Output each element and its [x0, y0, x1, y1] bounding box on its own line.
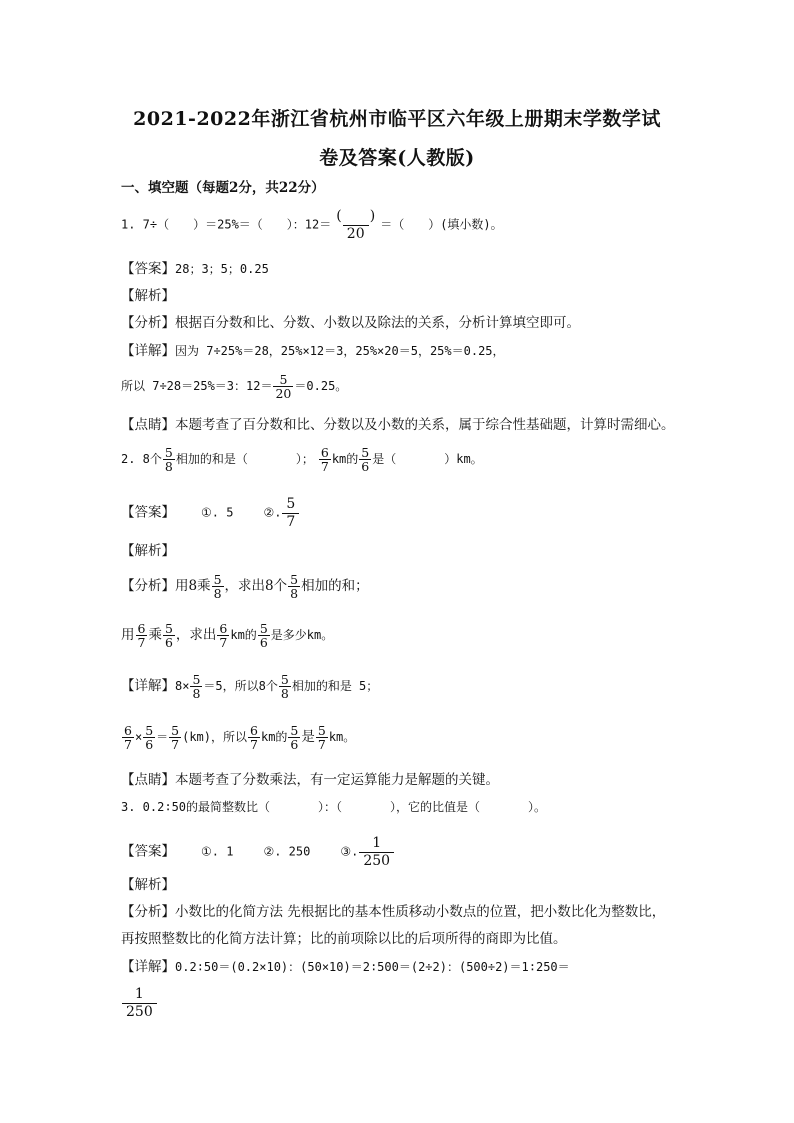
q1-answer: 【答案】28；3；5；0.25	[121, 261, 269, 277]
q1-detail: 【详解】因为 7÷25%＝28，25%×12＝3，25%×20＝5，25%＝0.25，	[121, 343, 505, 359]
doc-title-line1: 2021-2022年浙江省杭州市临平区六年级上册期末学数学试	[133, 108, 661, 130]
section-heading: 一、填空题（每题2分，共22分）	[121, 180, 325, 196]
q2-dianjing: 【点睛】本题考查了分数乘法，有一定运算能力是解题的关键。	[121, 772, 499, 788]
q3-fenxi-2: 再按照整数比的化简方法计算；比的前项除以比的后项所得的商即为比值。	[121, 931, 567, 947]
q1-dianjing: 【点睛】本题考查了百分数和比、分数以及小数的关系，属于综合性基础题，计算时需细心。	[121, 417, 675, 433]
q3-detail: 【详解】0.2∶50＝(0.2×10)：(50×10)＝2∶500＝(2÷2)：(500÷2)＝1∶250＝	[121, 959, 570, 975]
q3-detail-fraction: $\frac{1}{250}$	[121, 986, 158, 1020]
q2-fenxi-1: 【分析】用8乘 $\frac{5}{8}$ ，求出8个 $\frac{5}{8}$ 相加的和；	[121, 572, 369, 602]
q3-analysis-label: 【解析】	[121, 877, 175, 893]
question-2: 2. 8个 $\frac{5}{8}$ 相加的和是（ ）； $\frac{6}{7}$ km的 $\frac{5}{6}$ 是（ ）km。	[121, 445, 483, 475]
q3-answer: 【答案】 ①. 1 ②. 250 ③. $\frac{1}{250}$	[121, 835, 395, 869]
q1-fraction: $\frac{( )}{20}$	[336, 208, 376, 242]
q2-analysis-label: 【解析】	[121, 543, 175, 559]
q1-fenxi: 【分析】根据百分数和比、分数、小数以及除法的关系，分析计算填空即可。	[121, 315, 580, 331]
q1-detail-2: 所以 7÷28＝25%＝3：12＝ $\frac{5}{20}$ ＝0.25。	[121, 372, 348, 402]
question-3: 3. 0.2∶50的最简整数比（ ）：（ ），它的比值是（ ）。	[121, 800, 547, 814]
q1-text-b: ＝（ ）(填小数)。	[380, 217, 503, 232]
q1-analysis-label: 【解析】	[121, 288, 175, 304]
q2-fenxi-2: 用 $\frac{6}{7}$ 乘 $\frac{5}{6}$ ，求出 $\frac{6}{7}$ km的 $\frac{5}{6}$ 是多少km。	[121, 621, 334, 651]
question-1	[121, 208, 503, 242]
q2-detail-2: $\frac{6}{7}$ × $\frac{5}{6}$ ＝ $\frac{5}{7}$ (km)，所以 $\frac{6}{7}$ km的 $\frac{5}{6}$ 是 $\frac{5}{7}$ km。	[124, 723, 356, 753]
q2-detail-1: 【详解】8× $\frac{5}{8}$ ＝5，所以8个 $\frac{5}{8}$ 相加的和是 5；	[121, 672, 379, 702]
doc-title-line2: 卷及答案(人教版)	[319, 147, 475, 169]
q2-answer: 【答案】 ①. 5 ②. $\frac{5}{7}$	[121, 496, 300, 530]
q3-fenxi-1: 【分析】小数比的化简方法 先根据比的基本性质移动小数点的位置，把小数比化为整数比，	[121, 904, 666, 920]
q1-text-a: 1. 7÷（ ）＝25%＝（ ）：12＝	[121, 217, 332, 232]
